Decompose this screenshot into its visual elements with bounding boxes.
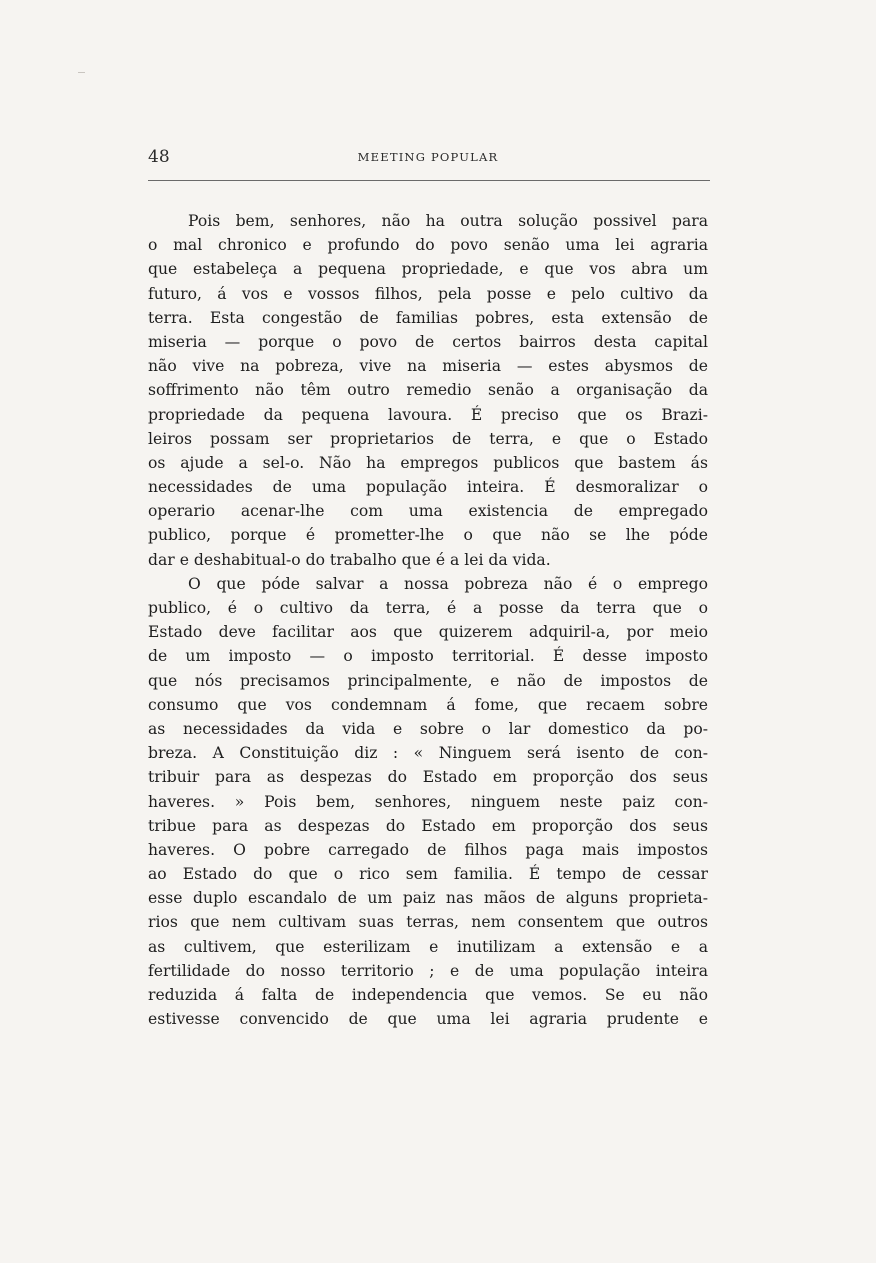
page-header (148, 147, 708, 177)
text-line: futuro, á vos e vossos filhos, pela posse e pelo cultivo da (148, 284, 708, 303)
text-line: ao Estado do que o rico sem familia. É tempo de cessar (148, 865, 708, 884)
text-line: miseria — porque o povo de certos bairros desta capital (148, 332, 708, 351)
text-line: fertilidade do nosso territorio ; e de uma população inteira (148, 961, 708, 980)
header-rule (148, 180, 710, 181)
text-line: breza. A Constituição diz : « Ninguem será isento de con- (148, 744, 708, 763)
text-line: propriedade da pequena lavoura. É preciso que os Brazi- (148, 405, 708, 424)
paragraph (148, 209, 708, 572)
text-line: não vive na pobreza, vive na miseria — estes abysmos de (148, 357, 708, 376)
text-line: dar e deshabitual-o do trabalho que é a lei da vida. (148, 550, 551, 569)
text-line: rios que nem cultivam suas terras, nem consentem que outros (148, 913, 708, 932)
text-line: esse duplo escandalo de um paiz nas mãos de alguns proprieta- (148, 889, 708, 908)
text-line: publico, porque é prometter-lhe o que não se lhe póde (148, 526, 708, 545)
text-line: de um imposto — o imposto territorial. É desse imposto (148, 647, 708, 666)
running-head: MEETING POPULAR (357, 150, 499, 164)
text-line: as necessidades da vida e sobre o lar domestico da po- (148, 719, 708, 738)
text-line: tribuir para as despezas do Estado em proporção dos seus (148, 768, 708, 787)
text-line: terra. Esta congestão de familias pobres, esta extensão de (148, 308, 708, 327)
text-line: o mal chronico e profundo do povo senão uma lei agraria (148, 236, 708, 255)
text-line: tribue para as despezas do Estado em proporção dos seus (148, 816, 708, 835)
body-text (148, 209, 708, 1031)
text-line: necessidades de uma população inteira. É desmoralizar o (148, 478, 708, 497)
paragraph (148, 572, 708, 1032)
text-line: operario acenar-lhe com uma existencia de empregado (148, 502, 708, 521)
text-line: publico, é o cultivo da terra, é a posse da terra que o (148, 599, 708, 617)
text-line: que nós precisamos principalmente, e não de impostos de (148, 671, 708, 690)
text-line: estivesse convencido de que uma lei agraria prudente e (148, 1010, 708, 1029)
text-line: leiros possam ser proprietarios de terra, e que o Estado (148, 429, 708, 448)
text-line: os ajude a sel-o. Não ha empregos publicos que bastem ás (148, 453, 708, 472)
text-line: haveres. O pobre carregado de filhos paga mais impostos (148, 840, 708, 859)
text-line: haveres. » Pois bem, senhores, ninguem neste paiz con- (148, 792, 708, 811)
text-line: soffrimento não têm outro remedio senão a organisação da (148, 381, 708, 400)
page-number: 48 (148, 147, 170, 167)
text-line: Estado deve facilitar aos que quizerem adquiril-a, por meio (148, 623, 708, 642)
text-line: O que póde salvar a nossa pobreza não é o emprego (188, 574, 708, 593)
text-line: reduzida á falta de independencia que vemos. Se eu não (148, 986, 708, 1004)
text-line: que estabeleça a pequena propriedade, e que vos abra um (148, 260, 708, 279)
text-line: Pois bem, senhores, não ha outra solução possivel para (188, 212, 708, 230)
text-line: consumo que vos condemnam á fome, que recaem sobre (148, 695, 708, 714)
page-speck (78, 72, 85, 73)
text-line: as cultivem, que esterilizam e inutilizam a extensão e a (148, 937, 708, 956)
